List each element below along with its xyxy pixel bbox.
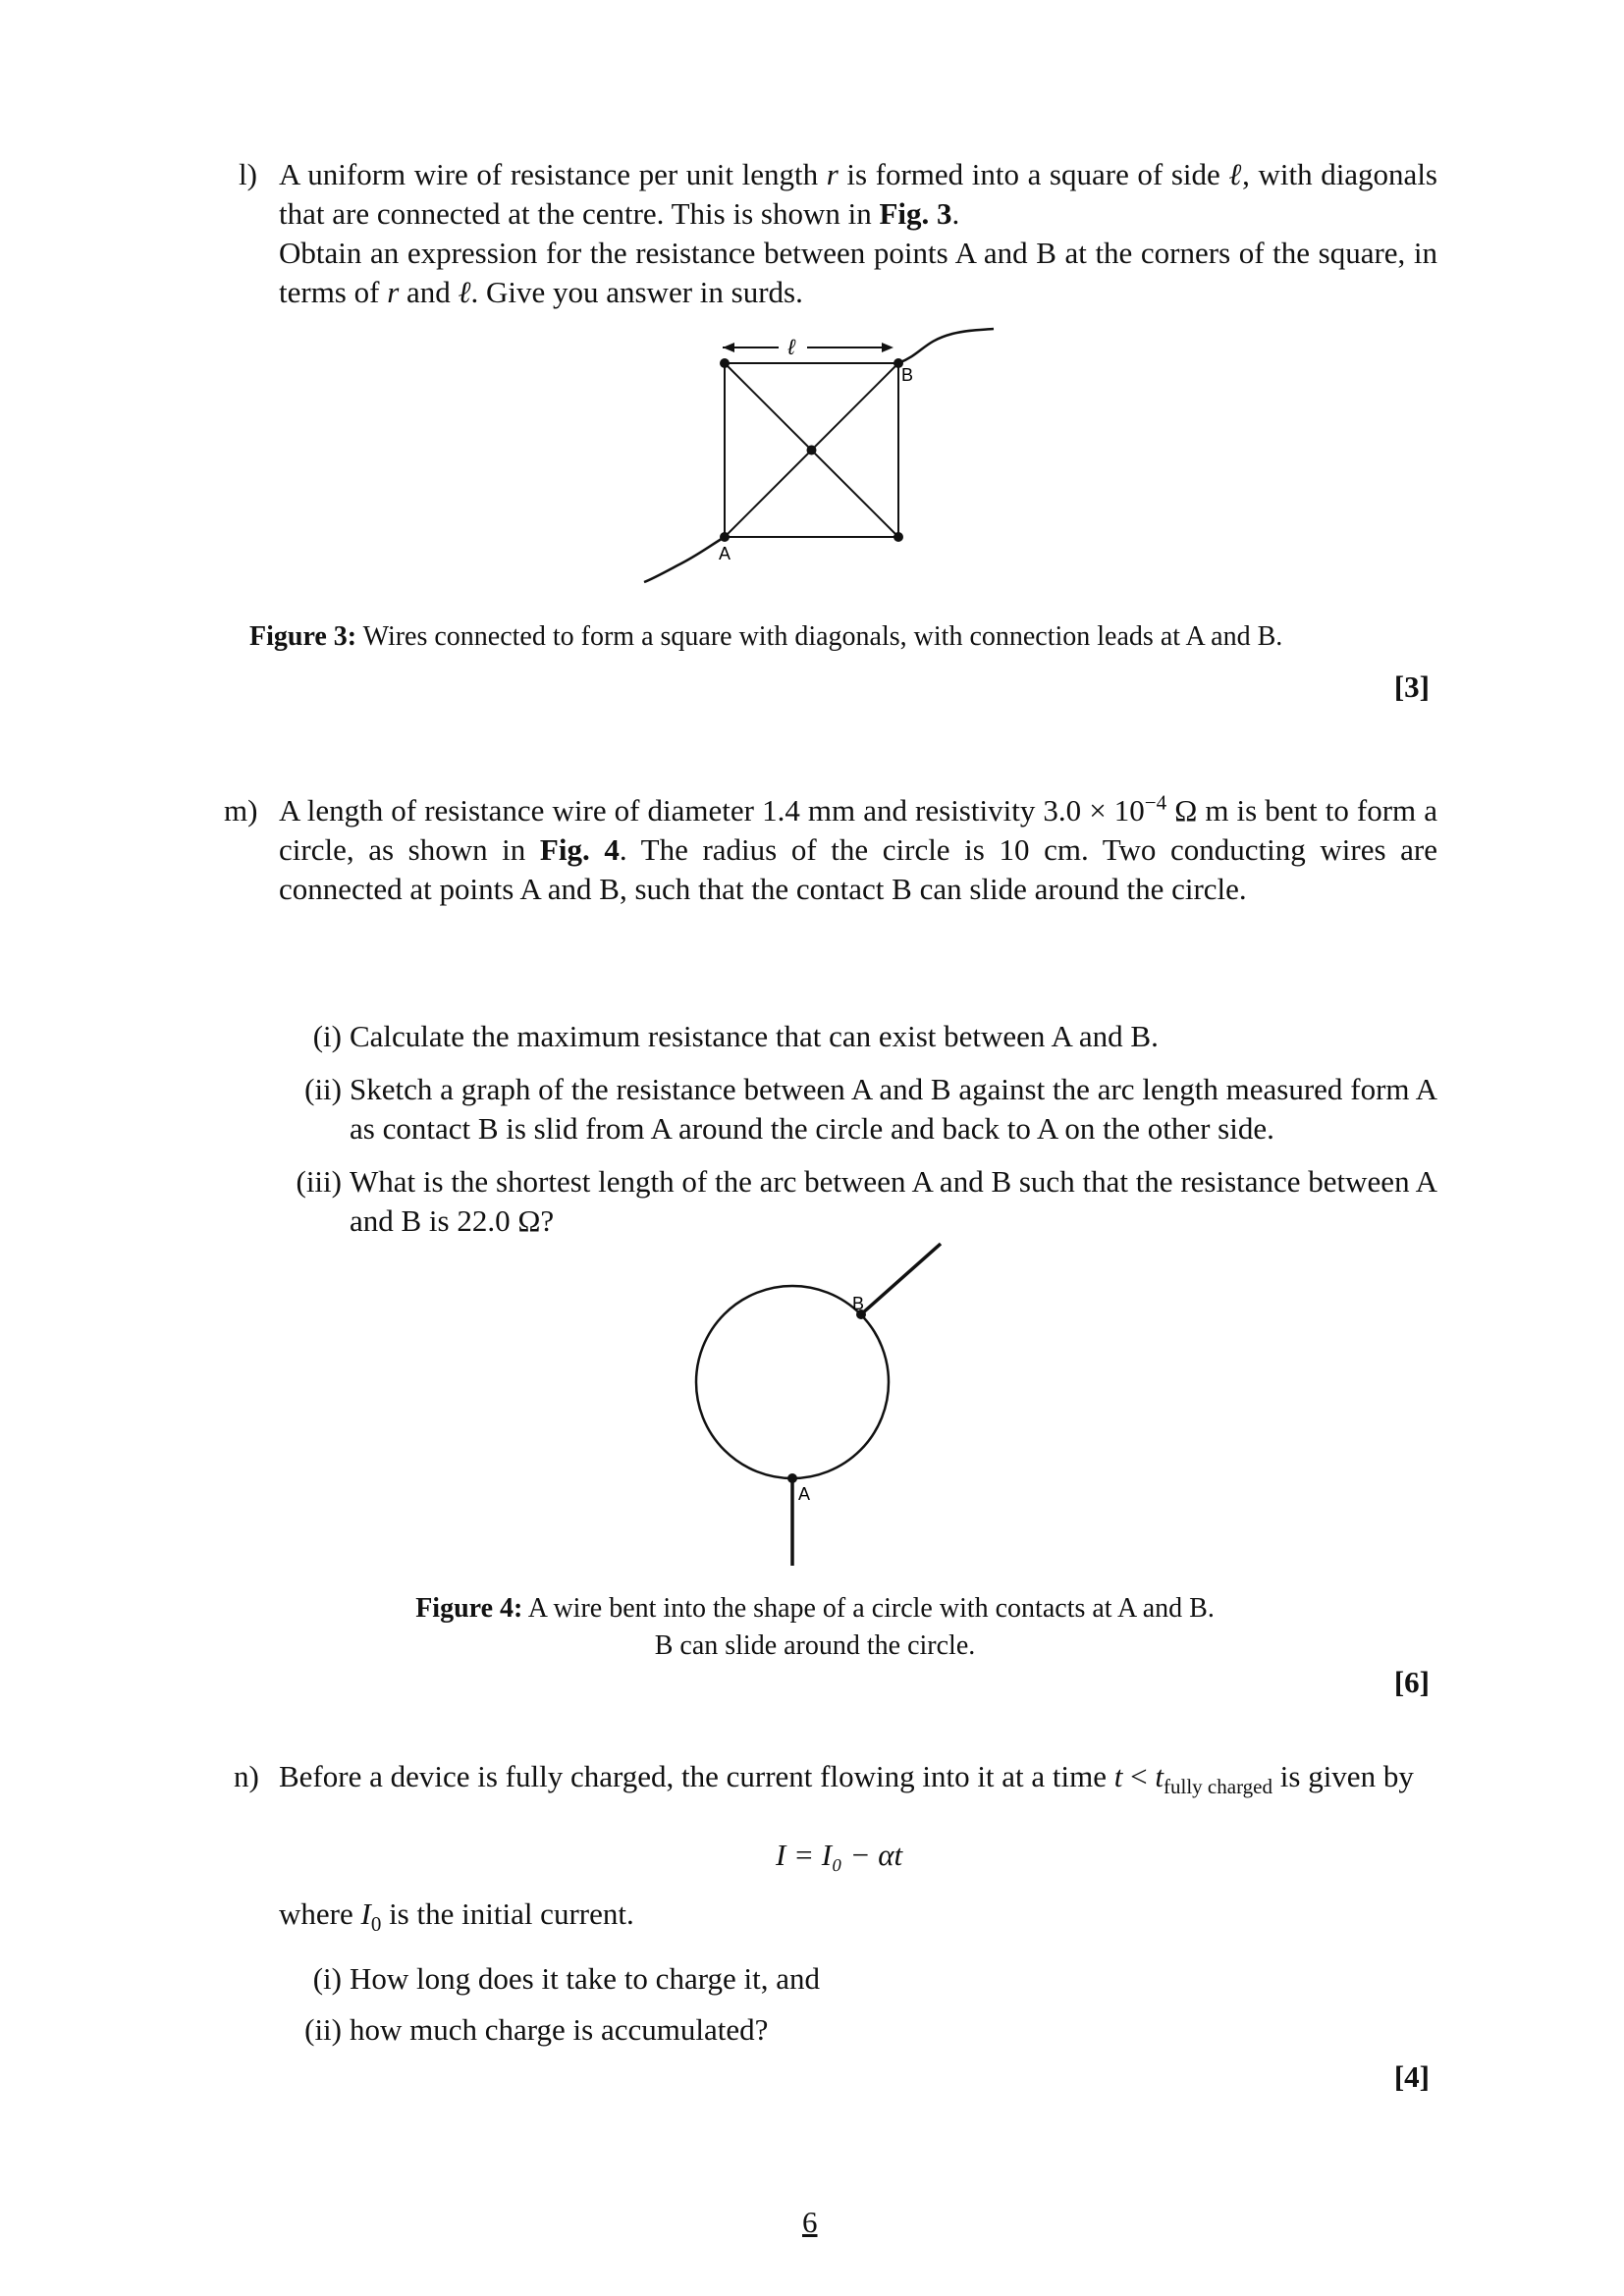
question-m-text: A length of resistance wire of diameter 1.4 mm and resistivity $3.0 \times 10^{-4}$ Ω m is bent to form a circle, as shown in Fig. 4. The radius of the circle is 10 cm. Two conducting wires are connected at points A and B, such that the contact B can slide around the circle. [279, 790, 1438, 906]
figure-4-circle-diagram [677, 1232, 962, 1575]
figure-3-caption: Figure 3: Wires connected to form a square with diagonals, with connection leads at A and B. [249, 621, 1283, 652]
page-number: 6 [802, 2205, 818, 2239]
corner-node-top-left [720, 358, 730, 368]
ell-arrow-head-right [882, 343, 893, 352]
question-m-label: m) [224, 793, 258, 828]
question-n-where: where $I_0$ is the initial current. [279, 1896, 634, 1937]
lead-wire-a [644, 537, 725, 582]
question-m-subparts [296, 1017, 1437, 1255]
centre-node [807, 446, 817, 455]
point-b-label: B [852, 1294, 865, 1313]
question-n-subparts [304, 1959, 1437, 2063]
question-n-label: n) [234, 1759, 259, 1793]
point-b-label: B [901, 365, 914, 385]
question-m-marks: [6] [1393, 1665, 1430, 1699]
fig-4-reference: Fig. 4 [539, 832, 620, 867]
point-a-label: A [719, 544, 731, 563]
figure-4-caption: Figure 4: A wire bent into the shape of a circle with contacts at A and B. B can slide around the circle. [415, 1593, 1215, 1661]
question-l-marks: [3] [1393, 669, 1430, 704]
current-equation: I = I₀ − αt [776, 1838, 903, 1872]
question-n-marks: [4] [1393, 2059, 1430, 2094]
question-m-part-i: (i) Calculate the maximum resistance that can exist between A and B. [312, 1019, 1159, 1053]
lead-wire-b [861, 1244, 941, 1314]
corner-node-bottom-right [893, 532, 903, 542]
figure-3-square-diagram [628, 324, 1001, 599]
question-n-part-ii: (ii) how much charge is accumulated? [304, 2012, 769, 2047]
question-l-label: l) [239, 157, 257, 191]
question-n-part-i: (i) How long does it take to charge it, and [312, 1961, 820, 1996]
point-a-label: A [798, 1484, 811, 1504]
ell-arrow-head-left [723, 343, 734, 352]
lead-wire-b [898, 329, 994, 363]
question-m-part-ii: (ii) Sketch a graph of the resistance between A and B against the arc length measured form A as contact B is slid from A around the circle and back to A on the other side. [304, 1072, 1437, 1146]
ell-dimension-label: ℓ [787, 335, 795, 359]
question-m-part-iii: (iii) What is the shortest length of the arc between A and B such that the resistance between A and B is 22.0 Ω? [296, 1164, 1437, 1238]
question-l-text: A uniform wire of resistance per unit length r is formed into a square of side ℓ, with diagonals that are connected at the centre. This is shown in Fig. 3. Obtain an expression for the resistance between points A and B at the corners of the square, in terms of r and ℓ. Give you answer in surds. [279, 157, 1437, 309]
question-n-text: Before a device is fully charged, the current flowing into it at a time $t < t_{fully charged}$ is given by [279, 1759, 1414, 1799]
fig-3-reference: Fig. 3 [879, 196, 952, 231]
